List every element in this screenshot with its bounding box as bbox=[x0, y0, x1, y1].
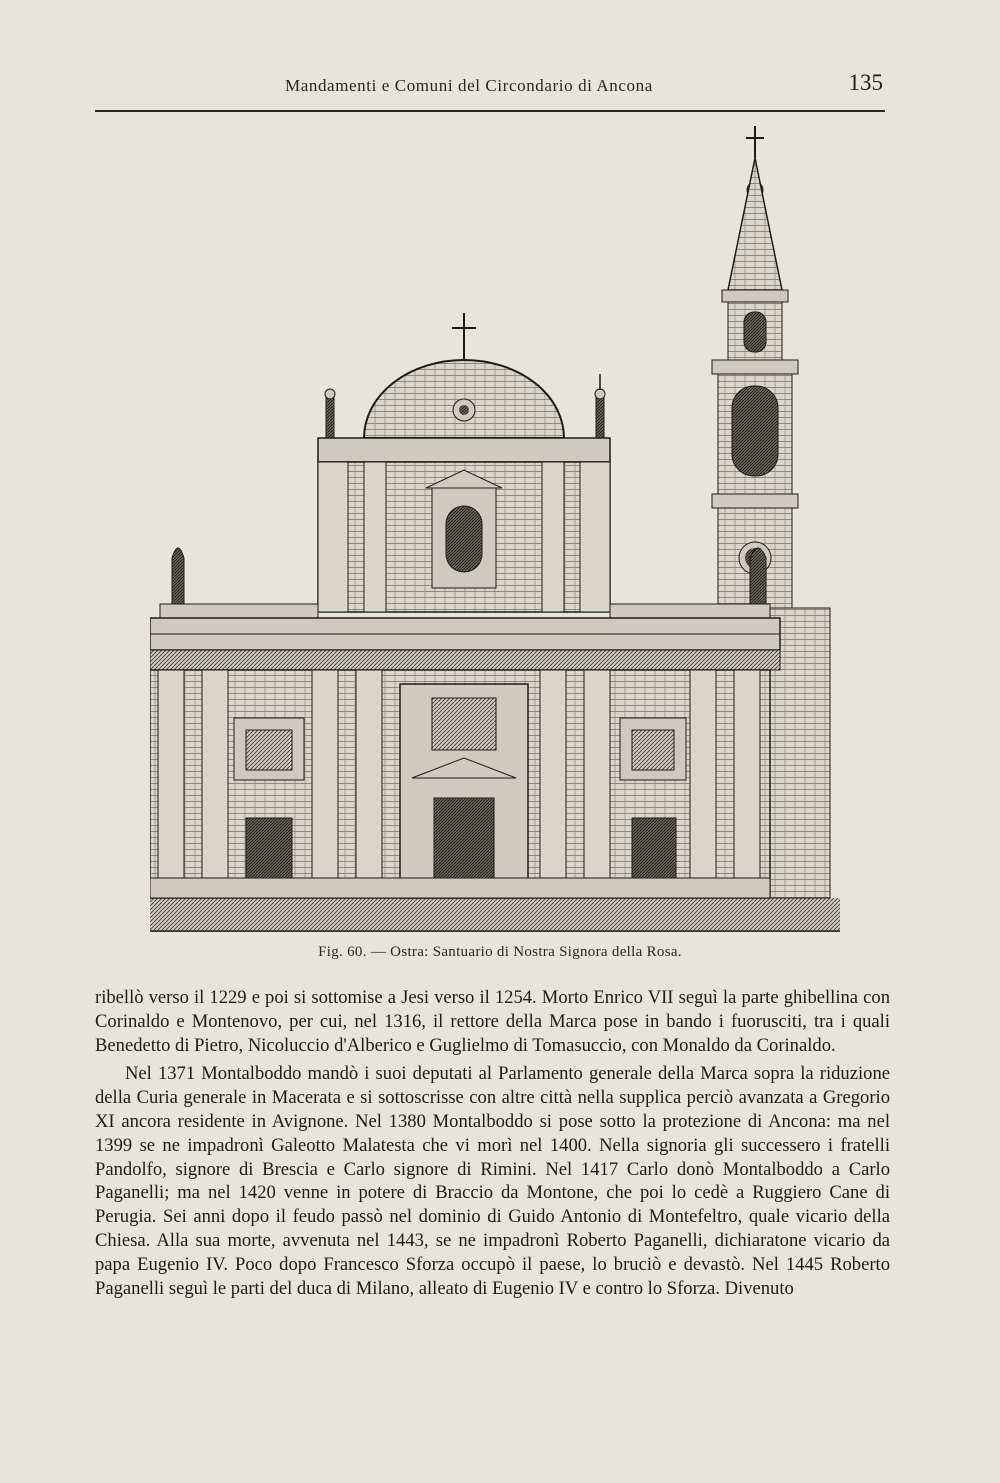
church-facade-illustration bbox=[150, 118, 840, 938]
header-rule bbox=[95, 110, 885, 112]
figure-engraving bbox=[150, 118, 840, 938]
paragraph-1: ribellò verso il 1229 e poi si sottomise a Jesi verso il 1254. Morto Enrico VII seguì la parte ghibellina con Corinaldo e Montenovo, per cui, nel 1316, il rettore della Marca pose in bando i fuorusciti, tra i quali Benedetto di Pietro, Nicoluccio d'Alberico e Guglielmo di Tomasuccio, con Monaldo da Corinaldo. bbox=[95, 987, 890, 1056]
upper-order bbox=[318, 462, 610, 612]
statue-right bbox=[750, 548, 766, 604]
lower-order bbox=[150, 670, 770, 898]
figure-caption: Fig. 60. — Ostra: Santuario di Nostra Signora della Rosa. bbox=[318, 944, 682, 960]
paragraph-2: Nel 1371 Montalboddo mandò i suoi deputati al Parlamento generale della Marca sopra la riduzione della Curia generale in Macerata e si sottoscrisse con altre città nella supplica perciò avanzata a Gregorio XI ancora residente in Avignone. Nel 1380 Montalboddo si pose sotto la protezione di Ancona: ma nel 1399 se ne impadronì Galeotto Malatesta che vi morì nel 1400. Nella signoria gli successero i fratelli Pandolfo, signore di Brescia e Carlo signore di Rimini. Nel 1417 Carlo donò Montalboddo a Carlo Paganelli; ma nel 1420 venne in potere di Braccio da Montone, che poi lo cedè a Ruggiero Cane di Perugia. Sei anni dopo il feudo passò nel dominio di Guido Antonio di Montefeltro, quale vicario della Chiesa. Alla sua morte, avvenuta nel 1443, se ne impadronì Roberto Paganelli, dichiaratone vicario da papa Eugenio IV. Poco dopo Francesco Sforza occupò il paese, lo bruciò e devastò. Nel 1445 Roberto Paganelli seguì le parti del duca di Milano, alleato di Eugenio IV e contro lo Sforza. Divenuto bbox=[95, 1063, 890, 1299]
central-pediment bbox=[318, 313, 610, 462]
statue-left bbox=[172, 548, 184, 604]
page-number: 135 bbox=[848, 70, 883, 95]
running-head bbox=[95, 72, 885, 106]
body-text bbox=[95, 986, 890, 1300]
running-title: Mandamenti e Comuni del Circondario di Ancona bbox=[285, 76, 653, 95]
